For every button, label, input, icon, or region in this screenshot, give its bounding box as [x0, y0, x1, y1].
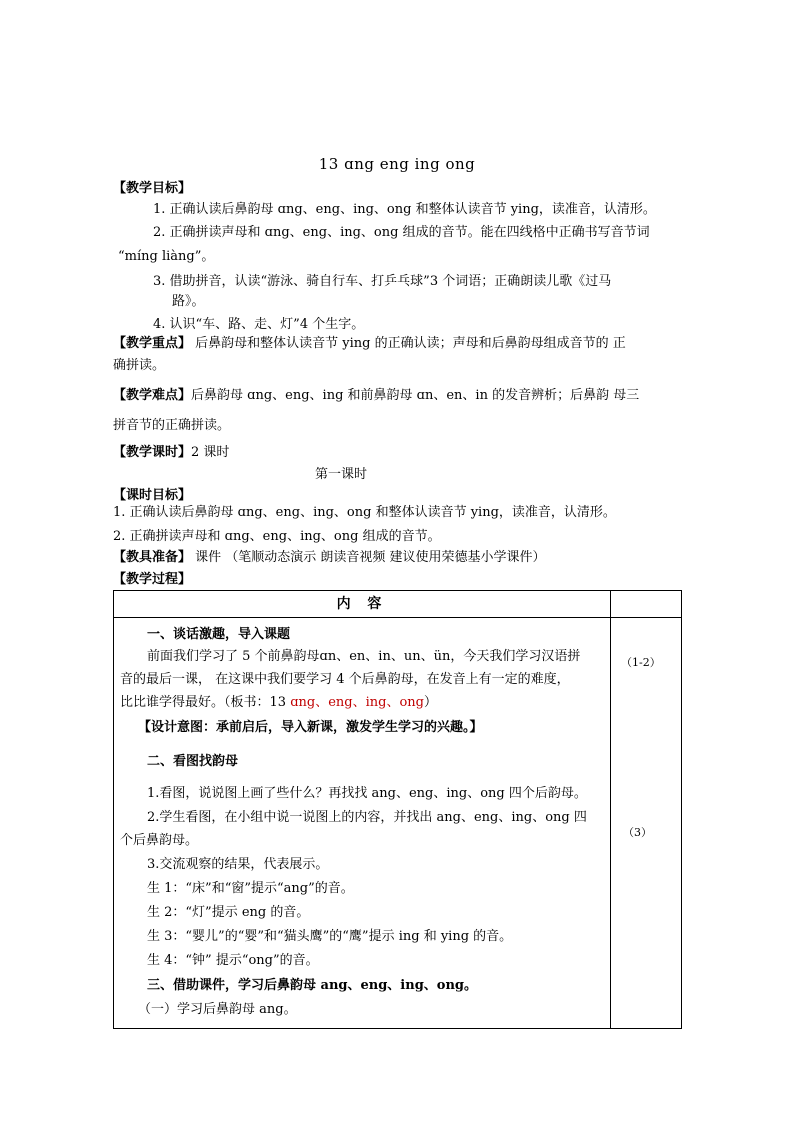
board-content: ɑng、eng、ing、ong — [290, 695, 424, 710]
teaching-goal-2: 2. 正确拼读声母和 ɑng、eng、ing、ong 组成的音节。能在四线格中正确书写音节词 — [153, 225, 650, 240]
section3-title: 三、借助课件，学习后鼻韵母 ang、eng、ing、ong。 — [147, 978, 477, 993]
teaching-goals-heading: 【教学目标】 — [113, 181, 192, 196]
materials-value: 课件 （笔顺动态演示 朗读音视频 建议使用荣德基小学课件） — [191, 550, 546, 565]
section3-sub: （一）学习后鼻韵母 ang。 — [138, 1002, 297, 1017]
materials-heading: 【教具准备】 — [113, 550, 192, 565]
key-points-heading: 【教学重点】 — [113, 336, 192, 351]
lesson-goal-1: 1. 正确认读后鼻韵母 ɑng、eng、ing、ong 和整体认读音节 ying，读准音，认清形。 — [113, 505, 616, 520]
board-label: 比比谁学得最好。（板书：13 — [120, 695, 291, 710]
section1-line2: 音的最后一课， 在这课中我们要学习 4 个后鼻韵母，在发音上有一定的难度， — [120, 672, 570, 687]
section2-line4: 3.交流观察的结果，代表展示。 — [147, 857, 329, 872]
lesson-goal-2: 2. 正确拼读声母和 ɑng、eng、ing、ong 组成的音节。 — [113, 529, 441, 544]
side-note-2: （3） — [623, 826, 652, 839]
first-lesson-title: 第一课时 — [315, 467, 368, 482]
section1-line1: 前面我们学习了 5 个前鼻韵母ɑn、en、in、un、ün，今天我们学习汉语拼 — [147, 649, 581, 664]
difficult-points — [113, 384, 639, 403]
class-hours-heading: 【教学课时】 — [113, 445, 192, 460]
lesson-goals-heading: 【课时目标】 — [113, 488, 192, 503]
table-header-content — [114, 591, 611, 618]
class-hours — [113, 441, 229, 460]
difficult-points-heading: 【教学难点】 — [113, 388, 192, 403]
side-note-1: （1-2） — [621, 656, 661, 669]
section1-line3 — [120, 691, 437, 710]
content-cell — [114, 618, 611, 1029]
teaching-goal-4: 4. 认识“车、路、走、灯”4 个生字。 — [153, 317, 365, 332]
teaching-goal-3-cont: 路》。 — [172, 294, 205, 309]
section1-title: 一、谈话激趣，导入课题 — [147, 627, 291, 642]
teaching-goal-3: 3. 借助拼音，认读“游泳、骑自行车、打乒乓球”3 个词语；正确朗读儿歌《过马 — [153, 274, 612, 289]
page-title: 13 ɑng eng ing ong — [318, 155, 476, 173]
content-header-label: 内 容 — [336, 596, 388, 612]
teaching-goal-1: 1. 正确认读后鼻韵母 ɑng、eng、ing、ong 和整体认读音节 ying，读准音，认清形。 — [153, 202, 656, 217]
materials — [113, 546, 546, 565]
section2-line8: 生 4：“钟” 提示“ong”的音。 — [147, 953, 319, 968]
teaching-goal-2-cont: “míng liàng”。 — [118, 249, 215, 264]
table-header-side — [611, 591, 682, 618]
section2-line5: 生 1：“床”和“窗”提示“ang”的音。 — [147, 881, 354, 896]
class-hours-value: 2 课时 — [191, 445, 230, 460]
key-points-text: 后鼻韵母和整体认读音节 ying 的正确认读；声母和后鼻韵母组成音节的 正 — [191, 336, 626, 351]
section2-line3: 个后鼻韵母。 — [120, 833, 199, 848]
side-notes-cell — [611, 618, 682, 1029]
section2-line6: 生 2：“灯”提示 eng 的音。 — [147, 905, 310, 920]
difficult-points-cont: 拼音节的正确拼读。 — [113, 418, 231, 433]
section2-title: 二、看图找韵母 — [147, 754, 239, 769]
section2-line2: 2.学生看图，在小组中说一说图上的内容，并找出 ang、eng、ing、ong 四 — [147, 810, 587, 825]
lesson-table — [113, 590, 682, 1029]
process-heading: 【教学过程】 — [113, 572, 192, 587]
section2-line1: 1.看图，说说图上画了些什么？再找找 ang、eng、ing、ong 四个后韵母。 — [147, 786, 587, 801]
board-close: ） — [423, 695, 437, 710]
key-points — [113, 332, 626, 351]
key-points-cont: 确拼读。 — [113, 358, 166, 373]
design-intent: 【设计意图：承前启后，导入新课，激发学生学习的兴趣。】 — [138, 720, 483, 735]
difficult-points-text: 后鼻韵母 ɑng、eng、ing 和前鼻韵母 ɑn、en、in 的发音辨析；后鼻韵 母三 — [191, 388, 640, 403]
section2-line7: 生 3：“婴儿”的“婴”和“猫头鹰”的“鹰”提示 ing 和 ying 的音。 — [147, 929, 513, 944]
